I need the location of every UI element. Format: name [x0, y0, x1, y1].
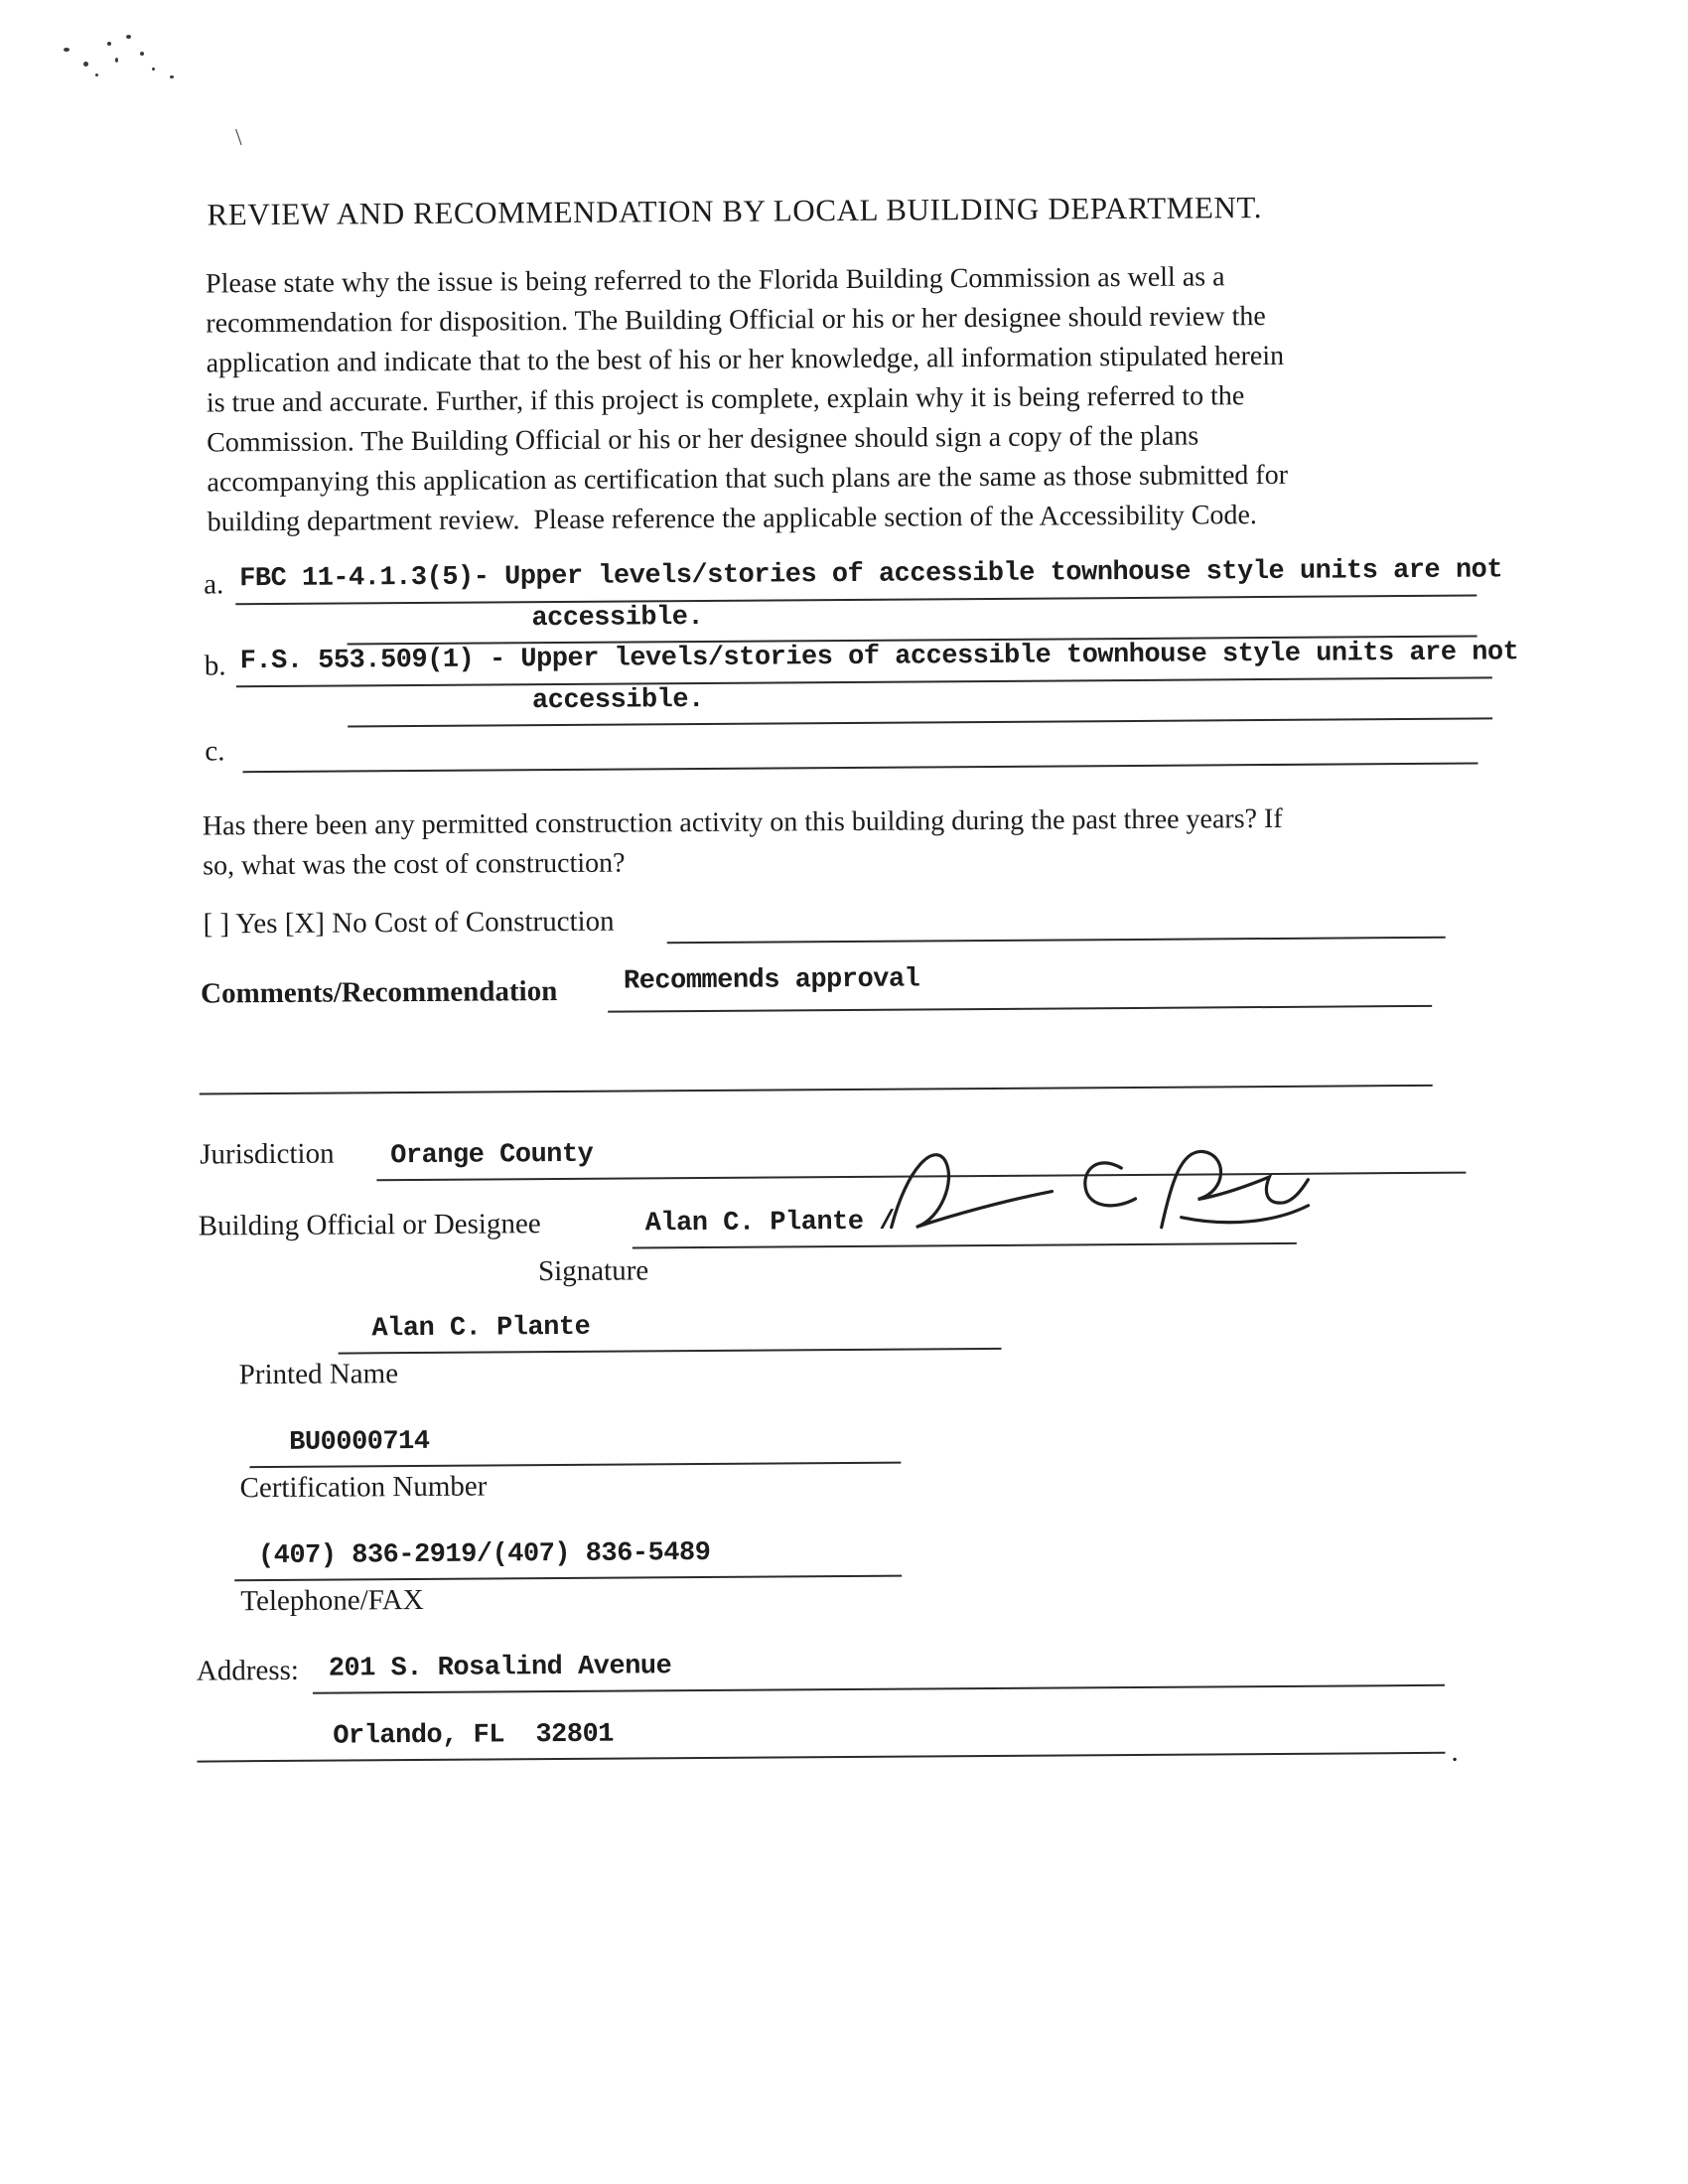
item-b-value-line1: F.S. 553.509(1) - Upper levels/stories of accessible townhouse style units are not [239, 638, 1519, 677]
telephone-fax-value: (407) 836-2919/(407) 836-5489 [257, 1537, 711, 1572]
telephone-fax-underline [234, 1575, 902, 1582]
printed-name-value: Alan C. Plante [371, 1312, 591, 1345]
item-c-label: c. [205, 735, 225, 768]
telephone-fax-label: Telephone/FAX [240, 1583, 424, 1618]
page-title: REVIEW AND RECOMMENDATION BY LOCAL BUILDING DEPARTMENT. [207, 190, 1263, 232]
signature-caption: Signature [537, 1254, 649, 1288]
item-a-underline-1 [235, 595, 1477, 606]
comments-value: Recommends approval [623, 964, 920, 997]
address-value-line1: 201 S. Rosalind Avenue [328, 1652, 672, 1684]
item-a-label: a. [204, 568, 224, 601]
scan-mark-period: . [1451, 1735, 1459, 1768]
address-value-line2: Orlando, FL 32801 [333, 1719, 615, 1752]
jurisdiction-label: Jurisdiction [200, 1137, 335, 1171]
item-a-value-line2: accessible. [531, 602, 704, 635]
certification-number-underline [249, 1462, 901, 1469]
item-b-label: b. [204, 650, 226, 682]
printed-name-underline [339, 1348, 1002, 1355]
item-b-underline-2 [348, 717, 1492, 727]
signature-ink [883, 1127, 1313, 1253]
intro-paragraph: Please state why the issue is being referred to the Florida Building Commission as well as a recommendation for disposition. The Building Official or his or her designee should review the application and indicate that to the best of his or her knowledge, all information stipulated herein is true and accurate. Further, if this project is complete, explain why it is being referred to the Commission. The Building Official or his or her designee should sign a copy of the plans accompanying this application as certification that such plans are the same as those submitted for building department review. Please reference the applicable section of the Accessibility Code. [205, 261, 1289, 538]
item-b-value-line2: accessible. [531, 684, 704, 717]
construction-checkbox-line: [ ] Yes [X] No Cost of Construction [203, 905, 615, 941]
construction-question: Has there been any permitted construction activity on this building during the past three years? If so, what was the cost of construction? [202, 802, 1283, 882]
address-underline-2 [197, 1752, 1445, 1763]
certification-number-value: BU0000714 [289, 1426, 430, 1458]
certification-number-label: Certification Number [239, 1470, 488, 1505]
cost-of-construction-line [667, 937, 1446, 944]
scan-mark-slash: \ [235, 125, 242, 151]
item-b-underline-1 [236, 676, 1492, 687]
printed-name-label: Printed Name [238, 1358, 399, 1391]
jurisdiction-value: Orange County [390, 1139, 594, 1172]
comments-label: Comments/Recommendation [200, 975, 558, 1010]
building-official-typed-name: Alan C. Plante / [644, 1207, 896, 1239]
item-a-value-line1: FBC 11-4.1.3(5)- Upper levels/stories of accessible townhouse style units are not [239, 555, 1503, 595]
building-official-label: Building Official or Designee [198, 1208, 541, 1242]
address-underline-1 [313, 1684, 1445, 1694]
address-label: Address: [196, 1654, 300, 1687]
comments-underline-1 [608, 1005, 1432, 1013]
comments-underline-2 [200, 1085, 1433, 1095]
item-c-underline [242, 763, 1477, 774]
